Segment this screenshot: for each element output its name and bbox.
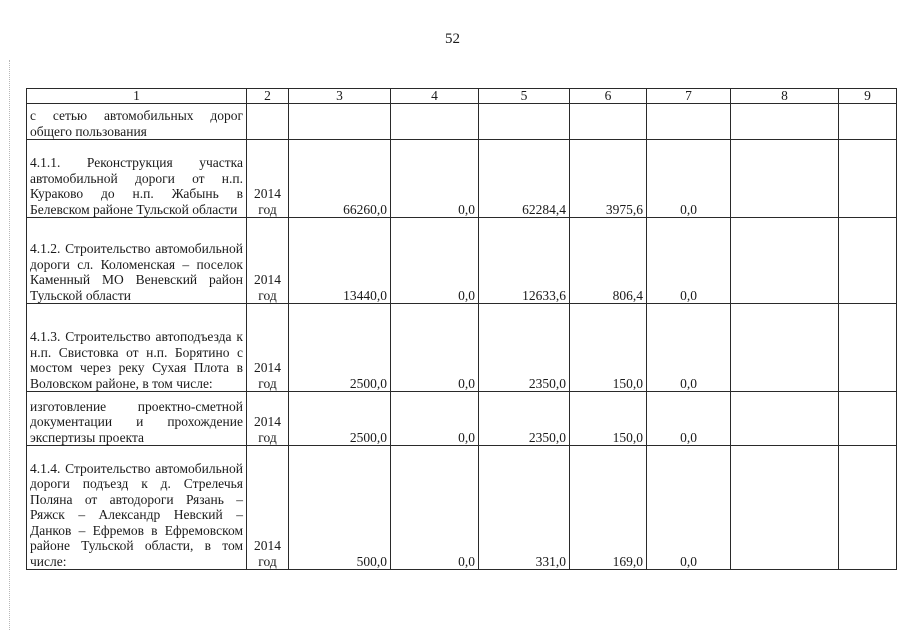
row-year (247, 104, 289, 140)
column-header: 4 (391, 89, 479, 104)
row-year: 2014 год (247, 392, 289, 446)
cell-col6: 169,0 (570, 446, 647, 570)
column-header: 3 (289, 89, 391, 104)
cell-col8 (731, 304, 839, 392)
cell-col5: 62284,4 (479, 140, 570, 218)
column-header: 9 (839, 89, 897, 104)
cell-col3: 66260,0 (289, 140, 391, 218)
budget-table (26, 88, 897, 570)
row-description: 4.1.3. Строительство автоподъезда к н.п. Свистовка от н.п. Борятино с мостом через реку Сухая Плота в Воловском районе, в том числе: (27, 304, 247, 392)
cell-col7: 0,0 (647, 304, 731, 392)
column-header: 7 (647, 89, 731, 104)
cell-col3: 500,0 (289, 446, 391, 570)
row-description: 4.1.2. Строительство автомобильной дороги сл. Коломенская – поселок Каменный МО Веневский район Тульской области (27, 218, 247, 304)
cell-col8 (731, 446, 839, 570)
cell-col6: 150,0 (570, 392, 647, 446)
cell-col7: 0,0 (647, 140, 731, 218)
cell-col4: 0,0 (391, 218, 479, 304)
row-year: 2014 год (247, 304, 289, 392)
cell-col7 (647, 104, 731, 140)
cell-col9 (839, 140, 897, 218)
table-row (27, 304, 897, 392)
cell-col8 (731, 140, 839, 218)
column-header: 1 (27, 89, 247, 104)
cell-col6: 150,0 (570, 304, 647, 392)
table-row (27, 446, 897, 570)
cell-col5: 2350,0 (479, 392, 570, 446)
table-row (27, 140, 897, 218)
cell-col9 (839, 104, 897, 140)
column-header: 5 (479, 89, 570, 104)
row-description: 4.1.4. Строительство автомобильной дороги подъезд к д. Стрелечья Поляна от автодороги Рязань – Ряжск – Александр Невский – Данков – Ефремов в Ефремовском районе Тульской области, в том числе: (27, 446, 247, 570)
cell-col7: 0,0 (647, 392, 731, 446)
cell-col5: 2350,0 (479, 304, 570, 392)
page-number: 52 (445, 31, 460, 47)
row-description: изготовление проектно-сметной документации и прохождение экспертизы проекта (27, 392, 247, 446)
cell-col4 (391, 104, 479, 140)
row-year: 2014 год (247, 218, 289, 304)
cell-col4: 0,0 (391, 446, 479, 570)
column-header: 2 (247, 89, 289, 104)
cell-col4: 0,0 (391, 140, 479, 218)
cell-col5 (479, 104, 570, 140)
row-year: 2014 год (247, 140, 289, 218)
row-description: 4.1.1. Реконструкция участка автомобильной дороги от н.п. Кураково до н.п. Жабынь в Белевском районе Тульской области (27, 140, 247, 218)
cell-col6: 806,4 (570, 218, 647, 304)
cell-col4: 0,0 (391, 392, 479, 446)
cell-col3: 2500,0 (289, 392, 391, 446)
cell-col8 (731, 218, 839, 304)
row-description: с сетью автомобильных дорог общего пользования (27, 104, 247, 140)
cell-col3: 13440,0 (289, 218, 391, 304)
cell-col6: 3975,6 (570, 140, 647, 218)
cell-col3: 2500,0 (289, 304, 391, 392)
cell-col9 (839, 392, 897, 446)
cell-col6 (570, 104, 647, 140)
column-header: 8 (731, 89, 839, 104)
cell-col5: 12633,6 (479, 218, 570, 304)
cell-col8 (731, 104, 839, 140)
table-row (27, 104, 897, 140)
cell-col7: 0,0 (647, 446, 731, 570)
row-year: 2014 год (247, 446, 289, 570)
cell-col8 (731, 392, 839, 446)
cell-col7: 0,0 (647, 218, 731, 304)
cell-col9 (839, 218, 897, 304)
margin-dotted-line (9, 60, 11, 630)
column-header: 6 (570, 89, 647, 104)
cell-col4: 0,0 (391, 304, 479, 392)
cell-col3 (289, 104, 391, 140)
cell-col9 (839, 446, 897, 570)
cell-col5: 331,0 (479, 446, 570, 570)
table-header-row (27, 89, 897, 104)
table-row (27, 392, 897, 446)
cell-col9 (839, 304, 897, 392)
table-row (27, 218, 897, 304)
